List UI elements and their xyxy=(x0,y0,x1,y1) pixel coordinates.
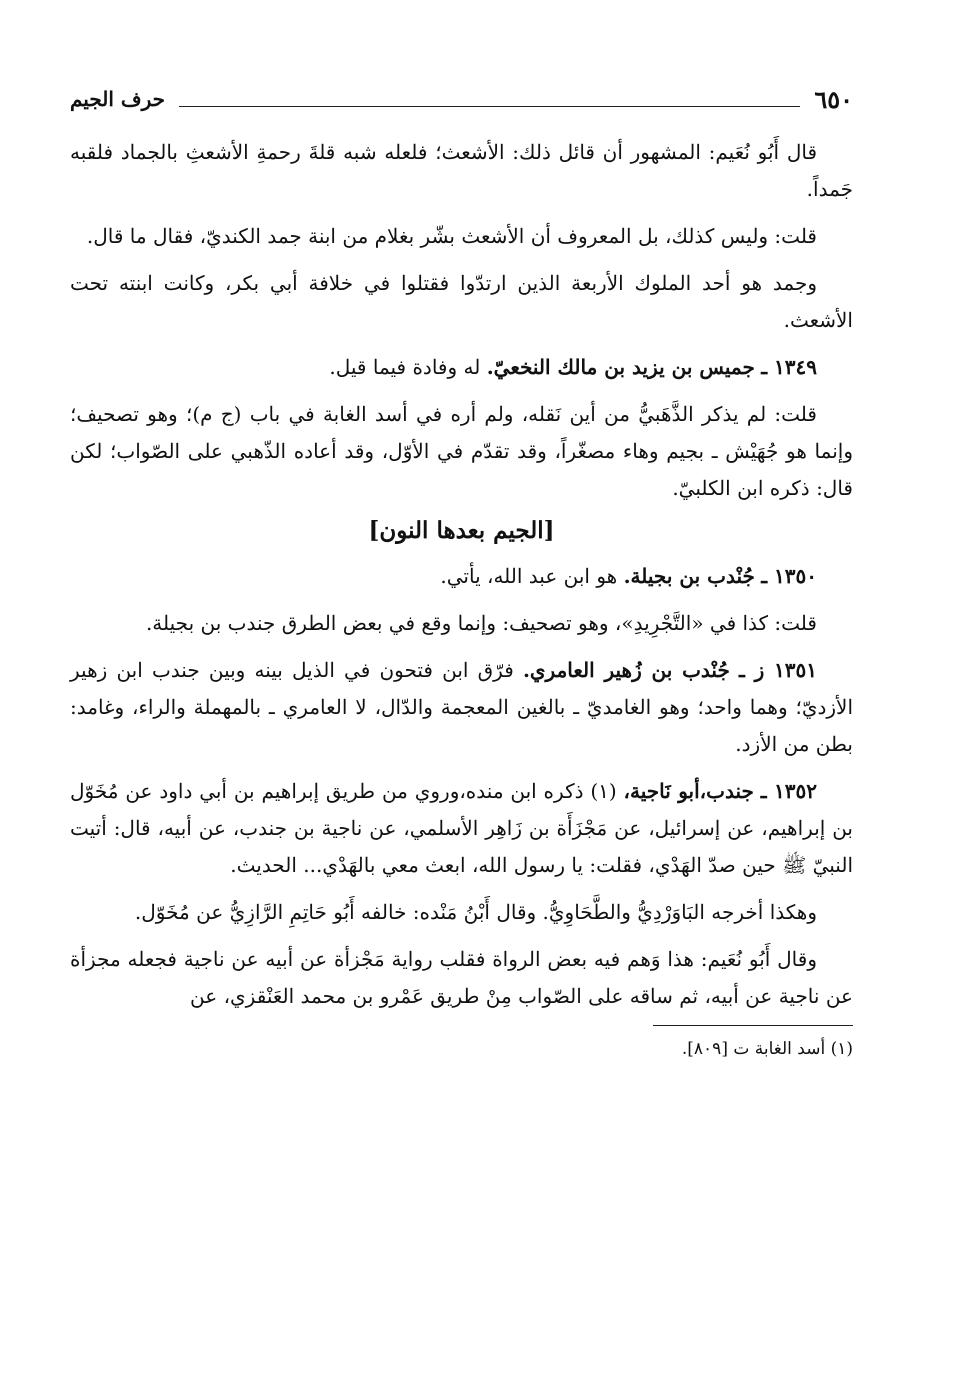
paragraph xyxy=(70,941,853,1015)
paragraph xyxy=(70,605,853,642)
paragraph-text: (١) ذكره ابن منده،وروي من طريق إبراهيم بن أبي داود عن مُخَوّل بن إبراهيم، عن إسرائيل، عن مَجْزَأَة بن زَاهِر الأسلمي، عن ناجية بن جندب، عن أبيه، قال: أتيت النبيّ ﷺ حين صدّ الهَدْي، فقلت: يا رسول الله، ابعث معي بالهَدْي... الحديث. xyxy=(70,779,853,877)
entry-number: ١٣٥٢ ـ xyxy=(760,779,817,803)
entry-heading: جُنْدب بن زُهير العامري. xyxy=(522,658,730,682)
entry-heading: جميس بن يزيد بن مالك النخعيّ. xyxy=(486,355,755,379)
paragraph xyxy=(70,218,853,255)
page-number: ٦٥٠ xyxy=(814,84,853,114)
paragraph-text: وجمد هو أحد الملوك الأربعة الذين ارتدّوا فقتلوا في خلافة أبي بكر، وكانت ابنته تحت الأشعث. xyxy=(70,271,853,332)
paragraph-text: وقال أَبُو نُعَيم: هذا وَهم فيه بعض الرواة فقلب رواية مَجْزأة عن أبيه عن ناجية فجعله مجزأة عن ناجية عن أبيه، ثم ساقه على الصّواب مِنْ طريق عَمْرو بن محمد العَنْقزي، عن xyxy=(70,947,853,1008)
entry-number: ١٣٥٠ ـ xyxy=(761,564,817,588)
section-title: [الجيم بعدها النون] xyxy=(368,517,555,544)
paragraph xyxy=(70,134,853,208)
footnote-rule xyxy=(653,1025,853,1026)
paragraph xyxy=(70,396,853,507)
paragraph xyxy=(70,558,853,595)
paragraph-text: فرّق ابن فتحون في الذيل بينه وبين جندب ابن زهير الأزديّ؛ وهما واحد؛ وهو الغامديّ ـ بالغين المعجمة والدّال، لا العامري ـ بالمهملة والراء، وغامد: بطن من الأزد. xyxy=(70,658,853,756)
paragraph xyxy=(70,652,853,763)
running-head: حرف الجيم xyxy=(70,87,165,111)
entry-number: ١٣٤٩ ـ xyxy=(761,355,817,379)
paragraph-text: قلت: وليس كذلك، بل المعروف أن الأشعث بشّر بغلام من ابنة جمد الكنديّ، فقال ما قال. xyxy=(86,224,817,248)
paragraph-text: هو ابن عبد الله، يأتي. xyxy=(440,564,624,588)
paragraph-text: له وفادة فيما قيل. xyxy=(329,355,487,379)
header-rule xyxy=(179,92,800,107)
entry-heading: جندب،أبو نَاجية، xyxy=(623,779,754,803)
paragraph-text: وهكذا أخرجه البَاوَرْدِيُّ والطَّحَاوِيُّ. وقال أَبْنُ مَنْده: خالفه أَبُو حَاتِمِ الرَّازِيُّ عن مُخَوّل. xyxy=(134,900,817,924)
footnote: (١) أسد الغابة ت [٨٠٩]. xyxy=(681,1039,853,1059)
entry-number: ١٣٥١ ز ـ xyxy=(738,658,818,682)
paragraph xyxy=(70,894,853,931)
paragraph xyxy=(70,773,853,884)
page-body xyxy=(70,134,853,1015)
paragraph-text: قلت: كذا في «التَّجْرِيدِ»، وهو تصحيف: وإنما وقع في بعض الطرق جندب بن بجيلة. xyxy=(145,611,817,635)
paragraph xyxy=(70,349,853,386)
paragraph-text: قلت: لم يذكر الذَّهَبيُّ من أين نَقله، ولم أره في أسد الغابة في باب (ج م)؛ وهو تصحيف؛ وإنما هو جُهَيْش ـ بجيم وهاء مصغّراً، وقد تقدّم في الأوّل، وقد أعاده الذّهبي على الصّواب؛ لكن قال: ذكره ابن الكلبيّ. xyxy=(70,402,853,500)
book-page xyxy=(70,82,853,1362)
paragraph-text: قال أَبُو نُعَيم: المشهور أن قائل ذلك: الأشعث؛ فلعله شبه قلةَ رحمةِ الأشعثِ بالجماد فلقبه جَمداً. xyxy=(70,140,853,201)
page-header xyxy=(70,82,853,116)
paragraph xyxy=(70,265,853,339)
entry-heading: جُنْدب بن بجيلة. xyxy=(623,564,755,588)
